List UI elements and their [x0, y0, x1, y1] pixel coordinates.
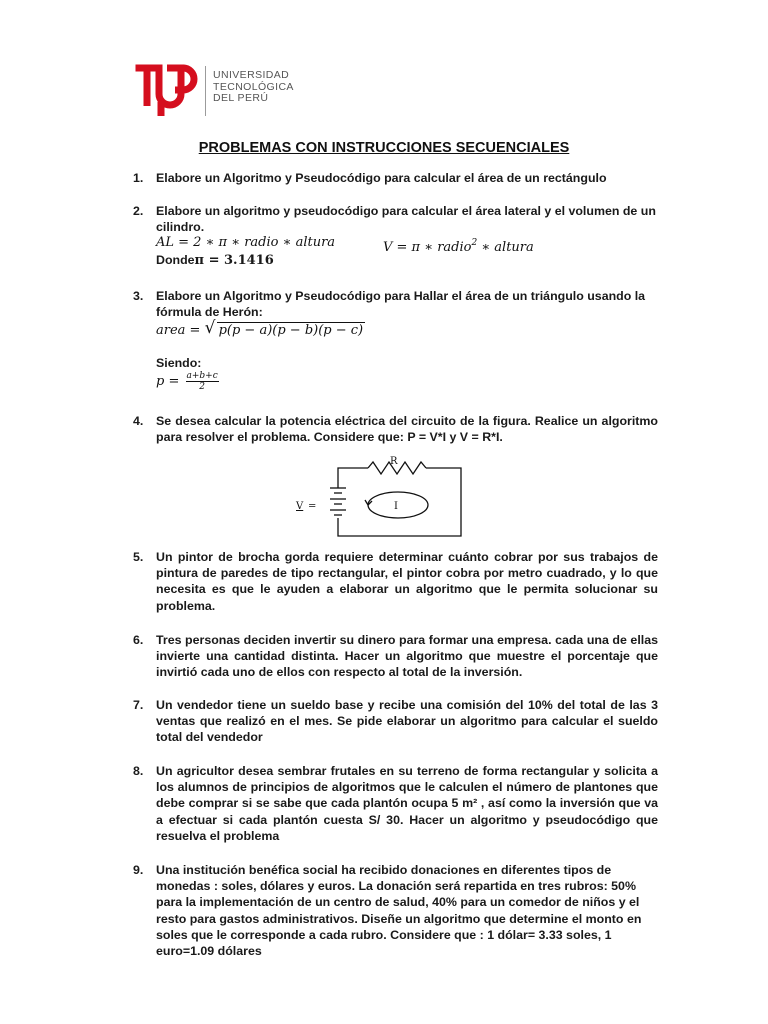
formula-volume: V = π ∗ radio$^2$ ∗ altura — [383, 238, 534, 256]
problem-text: Elabore un Algoritmo y Pseudocódigo para calcular el área de un rectángulo — [156, 171, 607, 185]
problem-item — [133, 763, 658, 844]
logo-divider — [205, 66, 206, 116]
formula-line — [156, 235, 658, 256]
problem-number: 4. — [133, 414, 144, 428]
pi-definition: Dondeπ = 3.1416 — [156, 253, 274, 269]
problem-item — [133, 288, 658, 392]
problem-number: 6. — [133, 633, 144, 647]
problem-text: Un agricultor desea sembrar frutales en su terreno de forma rectangular y solicita a los alumnos de principios de algoritmos que le calculen el número de plantones que debe comprar si se sabe que cada plantón ocupa 5 m² , así como la inversión que va a efectuar si cada plantón cuesta S/ 30. Hacer un algoritmo y pseudocódigo que resuelva el problema — [156, 764, 658, 843]
voltage-equals: = — [308, 501, 317, 512]
university-name-line: UNIVERSIDAD — [213, 69, 290, 81]
problem-text: Elabore un Algoritmo y Pseudocódigo para Hallar el área de un triángulo usando la fórmula de Herón: — [156, 289, 646, 320]
problem-item — [133, 549, 658, 614]
problem-number: 9. — [133, 863, 144, 877]
problem-item — [133, 413, 658, 445]
problem-text: Tres personas deciden invertir su dinero para formar una empresa. cada una de ellas invierte una cantidad distinta. Hacer un algoritmo que muestre el porcentaje que invirtió cada uno de ellos con respecto al total de la inversión. — [156, 633, 658, 680]
problem-number: 5. — [133, 550, 144, 564]
circuit-diagram — [290, 452, 470, 542]
problem-text: Se desea calcular la potencia eléctrica del circuito de la figura. Realice un algoritmo para resolver el problema. Considere que: P = V*I y V = R*I. — [156, 414, 658, 445]
problem-item — [133, 632, 658, 681]
formula-lateral-area: AL = 2 ∗ π ∗ radio ∗ altura — [156, 235, 336, 251]
resistor-label: R — [390, 456, 398, 467]
problem-text: Una institución benéfica social ha recibido donaciones en diferentes tipos de monedas : soles, dólares y euros. La donación será repartida en tres rubros: 50% para la implementación de un centro de salud, 40% para un comedor de niños y el resto para gastos administrativos. Diseñe un algoritmo que determine el monto en soles que le corresponde a cada rubro. Considere que : 1 dólar= 3.33 soles, 1 euro=1.09 dólares — [156, 863, 642, 959]
problem-number: 3. — [133, 289, 144, 303]
semiperimeter-formula: p = $\frac{a+b+c}{2}$ — [156, 370, 218, 392]
problem-item — [133, 170, 658, 186]
problem-number: 7. — [133, 698, 144, 712]
problem-text: Un pintor de brocha gorda requiere determinar cuánto cobrar por sus trabajos de pintura de paredes de tipo rectangular, el pintor cobra por metro cuadrado, y lo que necesita es que le ayuden a elaborar un algoritmo que le permita solucionar su problema. — [156, 550, 658, 613]
university-name — [213, 70, 294, 105]
university-name-line: TECNOLÓGICA — [213, 80, 294, 93]
utp-logo-icon — [133, 62, 199, 118]
current-label: I — [394, 501, 398, 512]
problem-number: 2. — [133, 204, 144, 218]
siendo-label: Siendo: — [156, 355, 202, 370]
page-title: PROBLEMAS CON INSTRUCCIONES SECUENCIALES — [198, 140, 570, 156]
problem-item — [133, 697, 658, 746]
problem-text: Elabore un algoritmo y pseudocódigo para calcular el área lateral y el volumen de un cilindro. — [156, 204, 656, 235]
problem-text: Un vendedor tiene un sueldo base y recibe una comisión del 10% del total de las 3 ventas que realizó en el mes. Se pide elaborar un algoritmo para calcular el sueldo total del vendedor — [156, 698, 658, 745]
problem-item — [133, 203, 658, 270]
university-name-line: DEL PERÚ — [213, 92, 269, 104]
problem-item — [133, 862, 658, 959]
heron-formula: area = √ p(p − a)(p − b)(p − c) — [156, 318, 364, 339]
voltage-label: V — [296, 501, 304, 512]
problem-number: 1. — [133, 171, 144, 185]
problem-number: 8. — [133, 764, 144, 778]
